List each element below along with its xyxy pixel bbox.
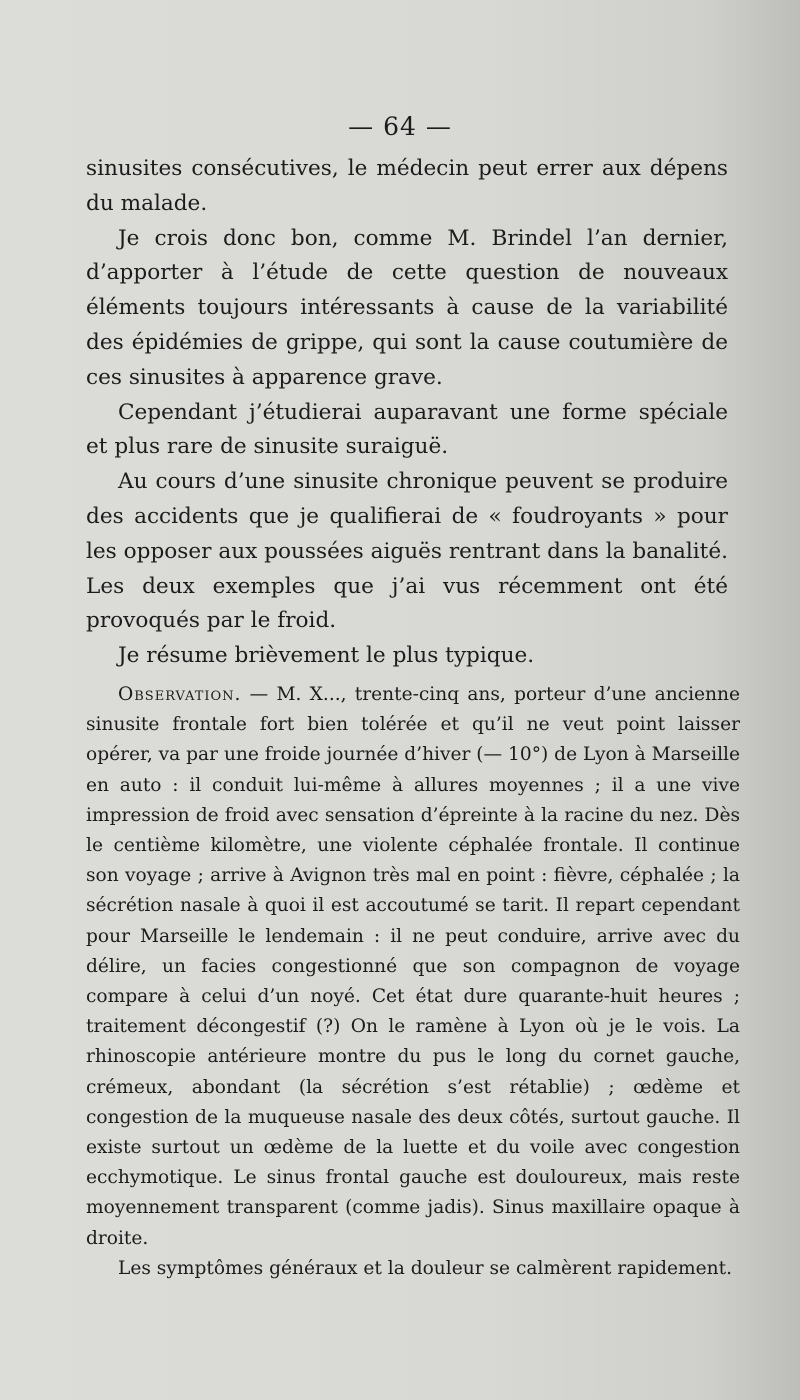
paragraph-suraigue: Cependant j’étudierai auparavant une forme spéciale et plus rare de sinusite suraiguë. <box>86 399 728 460</box>
observation-conclusion: Les symptômes généraux et la douleur se calmèrent rapidement. <box>118 1257 733 1279</box>
observation-text: — M. X..., trente-cinq ans, porteur d’une ancienne sinusite frontale fort bien tolérée et qu’il ne veut point laisser opérer, va par une froide journée d’hiver (— 10°) de Lyon à Marseille en auto : il conduit lui-même à allures moyennes ; il a une vive impression de froid avec sensation d’épreinte à la racine du nez. Dès le centième kilomètre, une violente céphalée frontale. Il continue son voyage ; arrive à Avignon très mal en point : fièvre, céphalée ; la sécrétion nasale à quoi il est accoutumé se tarit. Il repart cependant pour Marseille le lendemain : il ne peut conduire, arrive avec du délire, un facies congestionné que son compagnon de voyage compare à celui d’un noyé. Cet état dure quarante-huit heures ; traitement décongestif (?) On le ramène à Lyon où je le vois. La rhinoscopie antérieure montre du pus le long du cornet gauche, crémeux, abondant (la sécrétion s’est rétablie) ; œdème et congestion de la muqueuse nasale des deux côtés, surtout gauche. Il existe surtout un œdème de la luette et du voile avec congestion ecchymotique. Le sinus frontal gauche est douloureux, mais reste moyennement transparent (comme jadis). Sinus maxillaire opaque à droite. <box>86 684 740 1249</box>
observation-block <box>86 680 740 1284</box>
observation-label: Observation. <box>118 684 242 705</box>
paragraph-resume: Je résume brièvement le plus typique. <box>118 643 535 669</box>
observation-paragraph <box>86 680 740 1254</box>
paragraph-brindel: Je crois donc bon, comme M. Brindel l’an dernier, d’apporter à l’étude de cette question de nouveaux éléments toujours intéressants à cause de la variabilité des épidémies de grippe, qui sont la cause coutumière de ces sinusites à apparence grave. <box>86 225 728 390</box>
paragraph-foudroyants: Au cours d’une sinusite chronique peuvent se produire des accidents que je qualifierai de « foudroyants » pour les opposer aux poussées aiguës rentrant dans la banalité. Les deux exemples que j’ai vus récemment ont été provoqués par le froid. <box>86 469 728 634</box>
paragraph-continuation: sinusites consécutives, le médecin peut errer aux dépens du malade. <box>86 156 728 216</box>
main-text <box>86 152 728 674</box>
page-number: — 64 — <box>348 112 452 141</box>
